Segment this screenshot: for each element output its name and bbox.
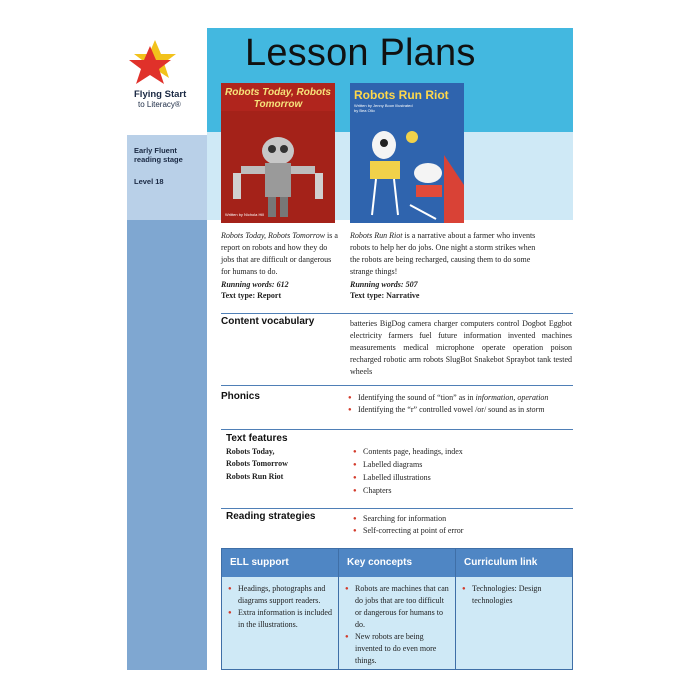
list-item: ● Self-correcting at point of error	[353, 525, 553, 537]
table-header-curriculum: Curriculum link	[456, 549, 572, 577]
table-cell-key-concepts	[339, 577, 456, 669]
page-title: Lesson Plans	[245, 32, 476, 74]
reading-strategies-list	[353, 513, 553, 537]
list-item: ● Identifying the sound of “tion” as in information, operation	[348, 392, 574, 404]
table-cell-curriculum	[456, 577, 572, 669]
brand-tagline: to Literacy®	[138, 100, 181, 109]
list-item: ● New robots are being invented to do even more things.	[345, 631, 452, 667]
running-words: Running words: 507	[350, 280, 418, 289]
book-cover-robots-run-riot	[350, 83, 464, 223]
text-features-book1: Robots Today, Robots Tomorrow	[226, 447, 288, 468]
list-item: ● Labelled diagrams	[353, 459, 553, 471]
cartoon-robots-icon	[350, 115, 464, 223]
list-item: ● Searching for information	[353, 513, 553, 525]
phonics-heading: Phonics	[221, 391, 260, 402]
list-item: ● Extra information is included in the illustrations.	[228, 607, 335, 631]
book-summary: is a narrative about a farmer who invents robots to help her do jobs. One night a storm strikes when the robots are being recharged, causing them to do some strange things!	[350, 231, 536, 276]
text-features-list	[353, 446, 553, 497]
list-item: ● Technologies: Design technologies	[462, 583, 568, 607]
book-title-italic: Robots Run Riot	[350, 231, 403, 240]
robot-photo-icon	[221, 111, 335, 223]
list-item: ● Labelled illustrations	[353, 472, 553, 484]
divider	[221, 313, 573, 314]
cover-byline: Written by Jenny Boon Illustrated by Bea Ollo	[354, 103, 413, 113]
text-features-book2: Robots Run Riot	[226, 472, 284, 481]
list-item: ● Chapters	[353, 485, 553, 497]
table-divider	[338, 549, 339, 669]
cover-title: Robots Today, Robots Tomorrow	[225, 87, 331, 110]
divider	[221, 429, 573, 430]
support-table	[221, 548, 573, 670]
table-header-ell: ELL support	[222, 549, 339, 577]
text-type: Text type: Narrative	[350, 291, 420, 300]
content-vocabulary-words: batteries BigDog camera charger computers control Dogbot Eggbot electricity farmers fuel future information invented machines measurements medical microphone operate operation poison recharged robotic arm robots SlugBot Snakebot Spraybot tank tested wheels	[350, 319, 572, 376]
cover-byline: Written by Nichola Hill	[225, 212, 265, 217]
reading-level: Level 18	[134, 177, 164, 186]
book-cover-robots-today	[221, 83, 335, 223]
list-item: ● Contents page, headings, index	[353, 446, 553, 458]
table-cell-ell	[222, 577, 339, 669]
book-description	[350, 230, 540, 278]
brand-name: Flying Start	[134, 89, 187, 100]
divider	[221, 508, 573, 509]
book-description	[221, 230, 339, 278]
cover-title: Robots Run Riot	[354, 88, 449, 102]
running-words: Running words: 612	[221, 280, 289, 289]
list-item: ● Headings, photographs and diagrams support readers.	[228, 583, 335, 607]
table-divider	[455, 549, 456, 669]
phonics-list	[348, 392, 574, 416]
logo	[128, 38, 198, 123]
star-logo-icon	[128, 38, 198, 90]
text-type: Text type: Report	[221, 291, 282, 300]
list-item: ● Robots are machines that can do jobs that are too difficult or dangerous for humans to do.	[345, 583, 452, 631]
reading-strategies-heading: Reading strategies	[226, 511, 316, 522]
content-vocabulary-heading: Content vocabulary	[221, 316, 315, 327]
reading-stage: Early Fluent reading stage	[134, 146, 183, 164]
table-header-key-concepts: Key concepts	[339, 549, 456, 577]
book-title-italic: Robots Today, Robots Tomorrow	[221, 231, 326, 240]
list-item: ● Identifying the “r” controlled vowel /or/ sound as in storm	[348, 404, 574, 416]
book-summary: is a report on robots and how they do jobs that are difficult or dangerous for humans to do.	[221, 231, 338, 276]
divider	[221, 385, 573, 386]
text-features-heading: Text features	[226, 433, 288, 444]
